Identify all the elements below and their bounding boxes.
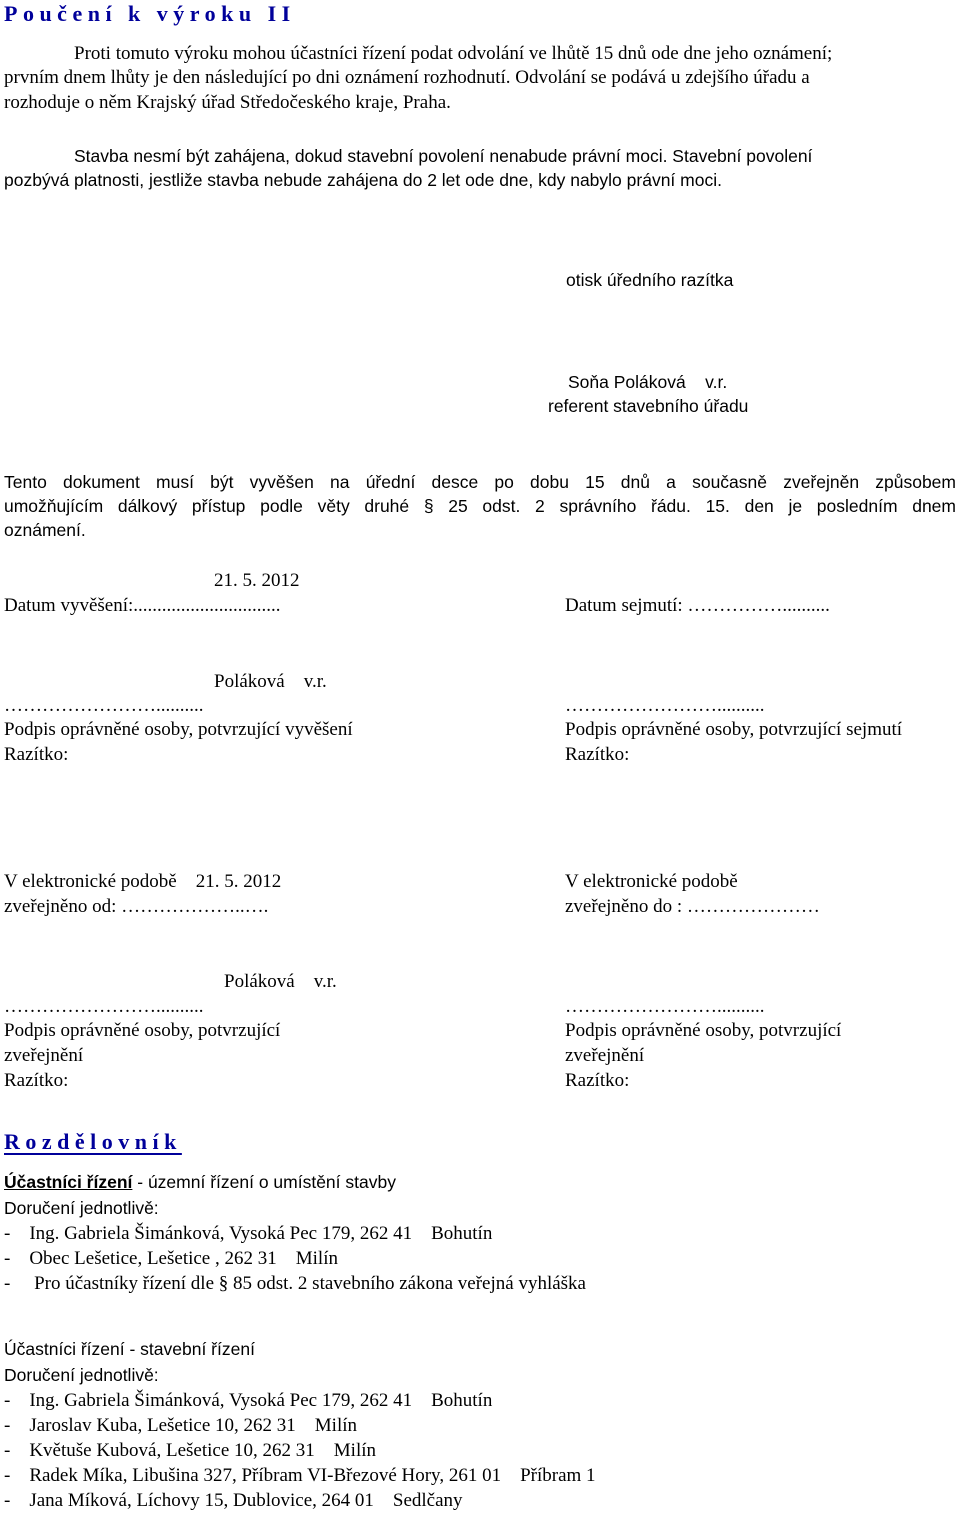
notice-line-1: Tento dokument musí být vyvěšen na úřední desce po dobu 15 dnů a současně zveřejněn způsobem	[4, 472, 956, 492]
building-list-item: - Květuše Kubová, Lešetice 10, 262 31 Milín	[4, 1440, 377, 1461]
electronic-signer: Poláková v.r.	[224, 971, 337, 992]
posting-signature-left: Podpis oprávněné osoby, potvrzující vyvěšení	[4, 719, 353, 740]
zoning-delivery-label: Doručení jednotlivě:	[4, 1198, 159, 1218]
electronic-stamp-right: Razítko:	[565, 1070, 630, 1091]
posting-date: 21. 5. 2012	[214, 570, 300, 591]
building-list-item: - Jana Míková, Líchovy 15, Dublovice, 264 01 Sedlčany	[4, 1490, 463, 1511]
building-list-item: - Ing. Gabriela Šimánková, Vysoká Pec 179, 262 41 Bohutín	[4, 1390, 493, 1411]
appeal-text-line-2: prvním dnem lhůty je den následující po dni oznámení rozhodnutí. Odvolání se podává u zdejšího úřadu a	[4, 67, 810, 88]
electronic-signature-right-1: Podpis oprávněné osoby, potvrzující	[565, 1020, 842, 1041]
participants-zoning-heading-bold: Účastníci řízení	[4, 1172, 133, 1192]
appeal-text-line-3: rozhoduje o něm Krajský úřad Středočeského kraje, Praha.	[4, 92, 451, 113]
electronic-to-line-1: V elektronické podobě	[565, 871, 738, 892]
participants-building-heading: Účastníci řízení - stavební řízení	[4, 1339, 255, 1359]
signer-name: Soňa Poláková v.r.	[568, 372, 728, 392]
validity-text-line-1: Stavba nesmí být zahájena, dokud stavební povolení nenabude právní moci. Stavební povolení	[74, 146, 813, 166]
stamp-placeholder: otisk úředního razítka	[566, 270, 734, 290]
electronic-from-line-1: V elektronické podobě 21. 5. 2012	[4, 871, 282, 892]
building-list-item: - Jaroslav Kuba, Lešetice 10, 262 31 Milín	[4, 1415, 358, 1436]
participants-zoning-heading-rest: - územní řízení o umístění stavby	[132, 1172, 396, 1192]
notice-line-3: oznámení.	[4, 520, 86, 540]
electronic-signature-left-1: Podpis oprávněné osoby, potvrzující	[4, 1020, 281, 1041]
section-title-pouceni: Poučení k výroku II	[4, 1, 296, 26]
notice-line-2: umožňujícím dálkový přístup podle věty druhé § 25 odst. 2 správního řádu. 15. den je posledním dnem	[4, 496, 956, 516]
posting-stamp-right: Razítko:	[565, 744, 630, 765]
electronic-signature-dots-right: ……………………..........	[565, 996, 765, 1017]
removed-date-label: Datum sejmutí: ……………..........	[565, 595, 830, 616]
building-delivery-label: Doručení jednotlivě:	[4, 1365, 159, 1385]
electronic-signature-dots-left: ……………………..........	[4, 996, 204, 1017]
posting-stamp-left: Razítko:	[4, 744, 69, 765]
validity-text-line-2: pozbývá platnosti, jestliže stavba nebude zahájena do 2 let ode dne, kdy nabylo právní moci.	[4, 170, 722, 190]
signer-role: referent stavebního úřadu	[548, 396, 749, 416]
electronic-signature-left-2: zveřejnění	[4, 1045, 84, 1066]
participants-zoning-heading	[4, 1170, 396, 1194]
appeal-text-line-1: Proti tomuto výroku mohou účastníci řízení podat odvolání ve lhůtě 15 dnů ode dne jeho oznámení;	[74, 43, 833, 64]
posting-signature-dots-right: ……………………..........	[565, 695, 765, 716]
electronic-signature-right-2: zveřejnění	[565, 1045, 645, 1066]
building-list-item: - Radek Míka, Libušina 327, Příbram VI-Březové Hory, 261 01 Příbram 1	[4, 1465, 596, 1486]
zoning-list-item: - Ing. Gabriela Šimánková, Vysoká Pec 179, 262 41 Bohutín	[4, 1223, 493, 1244]
zoning-list-item: - Obec Lešetice, Lešetice , 262 31 Milín	[4, 1248, 338, 1269]
posting-signer: Poláková v.r.	[214, 671, 327, 692]
section-title-rozdelovnik: Rozdělovník	[4, 1129, 182, 1154]
posting-signature-dots-left: ……………………..........	[4, 695, 204, 716]
posted-date-label: Datum vyvěšení:...............................	[4, 595, 281, 616]
posting-signature-right: Podpis oprávněné osoby, potvrzující sejmutí	[565, 719, 903, 740]
zoning-list-item: - Pro účastníky řízení dle § 85 odst. 2 stavebního zákona veřejná vyhláška	[4, 1273, 586, 1294]
electronic-to-line-2: zveřejněno do : …………………	[565, 896, 820, 917]
electronic-from-line-2: zveřejněno od: ………………..….	[4, 896, 269, 917]
electronic-stamp-left: Razítko:	[4, 1070, 69, 1091]
